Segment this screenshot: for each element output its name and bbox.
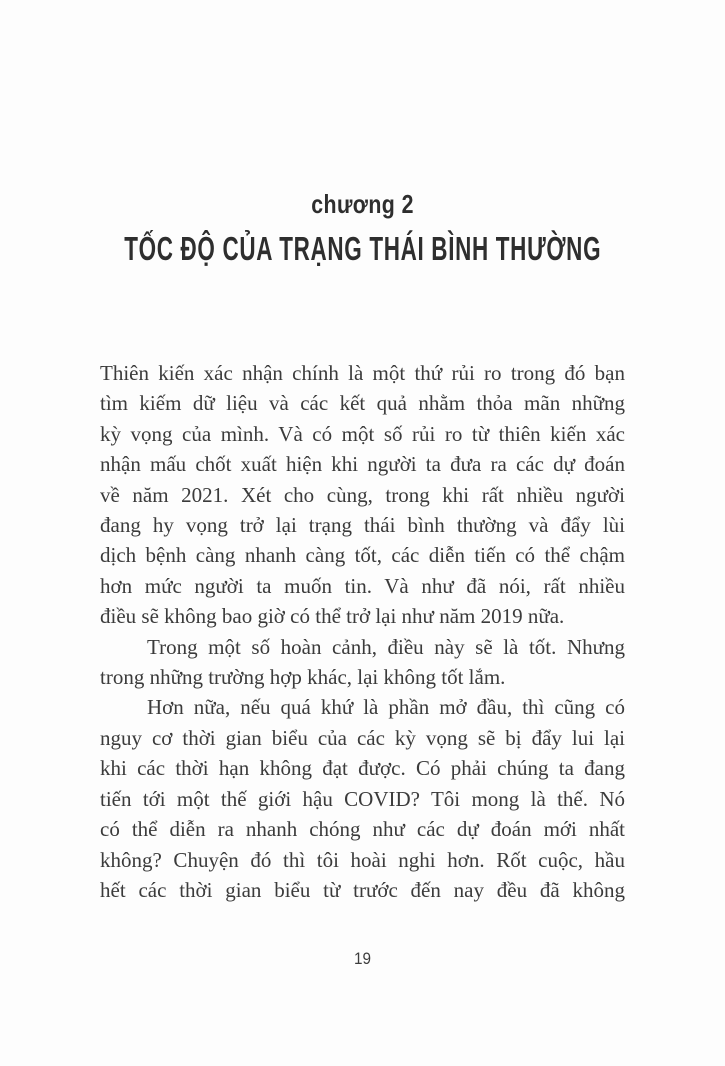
text-line: về năm 2021. Xét cho cùng, trong khi rất nhiều người <box>100 482 625 507</box>
text-line: nguy cơ thời gian biểu của các kỳ vọng sẽ bị đẩy lui lại <box>100 725 625 750</box>
text-line: có thể diễn ra nhanh chóng như các dự đoán mới nhất <box>100 817 625 842</box>
page-number: 19 <box>353 949 372 968</box>
body-text <box>100 358 625 905</box>
chapter-title-row <box>0 231 725 267</box>
chapter-label-row <box>0 191 725 217</box>
chapter-label: chương 2 <box>311 189 414 219</box>
text-line: đang hy vọng trở lại trạng thái bình thường và đẩy lùi <box>100 513 625 538</box>
text-line: Trong một số hoàn cảnh, điều này sẽ là tốt. Nhưng <box>147 634 625 659</box>
text-line: không? Chuyện đó thì tôi hoài nghi hơn. Rốt cuộc, hầu <box>100 847 625 872</box>
text-line: Thiên kiến xác nhận chính là một thứ rủi ro trong đó bạn <box>100 361 625 385</box>
text-line: hết các thời gian biểu từ trước đến nay đều đã không <box>100 877 625 902</box>
text-line: khi các thời hạn không đạt được. Có phải chúng ta đang <box>100 756 625 781</box>
text-line: tiến tới một thế giới hậu COVID? Tôi mong là thế. Nó <box>100 786 625 811</box>
text-line: tìm kiếm dữ liệu và các kết quả nhằm thỏa mãn những <box>100 391 625 416</box>
chapter-title: TỐC ĐỘ CỦA TRẠNG THÁI BÌNH THƯỜNG <box>124 230 601 267</box>
text-line: kỳ vọng của mình. Và có một số rủi ro từ thiên kiến xác <box>100 421 625 446</box>
text-line: điều sẽ không bao giờ có thể trở lại như năm 2019 nữa. <box>100 604 565 629</box>
text-line: trong những trường hợp khác, lại không tốt lắm. <box>100 665 506 690</box>
page-footer <box>0 950 725 968</box>
text-line: Hơn nữa, nếu quá khứ là phần mở đầu, thì cũng có <box>147 695 625 720</box>
text-line: dịch bệnh càng nhanh càng tốt, các diễn tiến có thể chậm <box>100 543 625 568</box>
paragraph <box>100 358 625 632</box>
text-line: nhận mấu chốt xuất hiện khi người ta đưa ra các dự đoán <box>100 452 625 477</box>
text-line: hơn mức người ta muốn tin. Và như đã nói, rất nhiều <box>100 573 625 598</box>
paragraph <box>100 632 625 693</box>
paragraph <box>100 692 625 905</box>
